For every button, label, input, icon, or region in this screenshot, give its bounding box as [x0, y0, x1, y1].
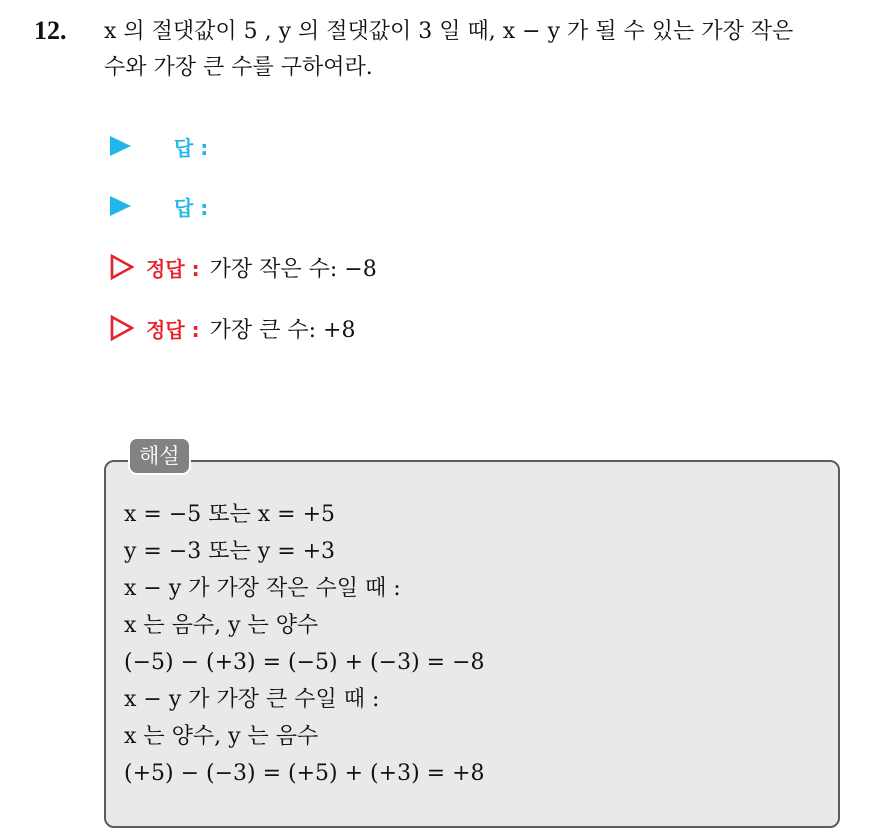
explanation-content: [124, 496, 485, 792]
outline-triangle-icon: [110, 315, 134, 341]
explanation-line: x = −5 또는 x = +5: [124, 502, 336, 527]
explanation-line: (+5) − (−3) = (+5) + (+3) = +8: [124, 761, 485, 786]
problem-line-1: x 의 절댓값이 5 , y 의 절댓값이 3 일 때, x − y 가 될 수 있는 가장 작은: [104, 19, 794, 44]
solution-row-1: [110, 250, 377, 284]
explanation-line: x − y 가 가장 작은 수일 때 :: [124, 576, 401, 601]
answer-row-2[interactable]: [110, 189, 208, 223]
solution-row-2: [110, 311, 355, 345]
explanation-line: (−5) − (+3) = (−5) + (−3) = −8: [124, 650, 485, 675]
explanation-line: x − y 가 가장 큰 수일 때 :: [124, 687, 380, 712]
problem-number: 12.: [34, 16, 67, 45]
explanation-line: x 는 음수, y 는 양수: [124, 613, 319, 638]
solution-label: 정답 :: [146, 317, 200, 342]
explanation-tag: 해설: [128, 437, 191, 475]
play-triangle-icon: [110, 136, 131, 156]
solution-label: 정답 :: [146, 256, 200, 281]
explanation-line: y = −3 또는 y = +3: [124, 539, 336, 564]
solution-value: 가장 작은 수: −8: [209, 256, 377, 282]
answer-label: 답 :: [174, 135, 209, 160]
solution-value: 가장 큰 수: +8: [209, 317, 356, 343]
answer-label: 답 :: [174, 195, 209, 220]
answer-row-1[interactable]: [110, 129, 208, 163]
outline-triangle-icon: [110, 254, 134, 280]
explanation-line: x 는 양수, y 는 음수: [124, 724, 319, 749]
problem-statement: [104, 14, 874, 86]
play-triangle-icon: [110, 196, 131, 216]
problem-line-2: 수와 가장 큰 수를 구하여라.: [104, 55, 373, 80]
